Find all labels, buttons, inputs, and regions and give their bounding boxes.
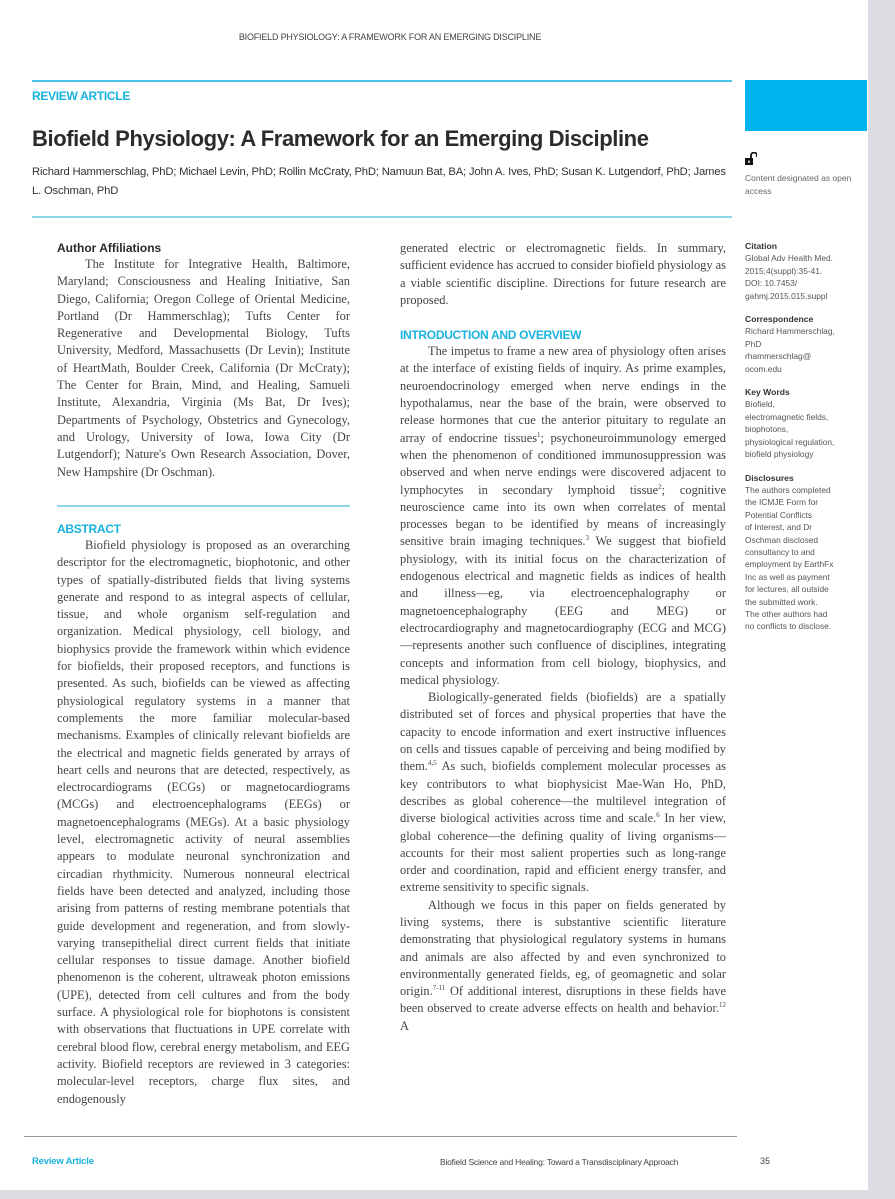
article-title: Biofield Physiology: A Framework for an Emerging Discipline (32, 126, 649, 151)
disclosures-heading: Disclosures (745, 472, 794, 483)
abstract-divider (57, 505, 350, 507)
abstract-text: Biofield physiology is proposed as an overarching descriptor for the electromagnetic, biophotonic, and other types of spatially-distributed fields that living systems generate and respond to as integral aspects of cellular, tissue, and whole organism self-regulation and organization. Medical physiology, cell biology, and biophysics provide the framework within which evidence for biofields, their proposed receptors, and functions is presented. As such, biofields can be viewed as affecting physiological regulatory systems in a manner that complements the more familiar molecular-based mechanisms. Examples of clinically relevant biofields are the electrical and magnetic fields generated by arrays of heart cells and neurons that are detected, respectively, as electrocardiograms (ECGs) or magnetocardiograms (MCGs) and electroencephalograms (EEGs) or magnetoencephalograms (MEGs). At a basic physiology level, electromagnetic activity of neural assemblies appears to modulate neuronal synchronization and circadian rhythmicity. Numerous nonneural electrical fields have been detected and analyzed, including those arising from patterns of resting membrane potentials that guide development and regeneration, and from slowly-varying transepithelial direct current fields that initiate cellular responses to tissue damage. Another biofield phenomenon is the coherent, ultraweak photon emissions (UPE), detected from cell cultures and from the body surface. A physiological role for biophotons is consistent with observations that fluctuations in UPE correlate with cerebral blood flow, cerebral energy metabolism, and EEG activity. Biofield receptors are reviewed in 3 categories: molecular-level receptors, charge flux sites, and endogenously (57, 538, 350, 1106)
abstract-section (57, 521, 350, 1108)
footer-issue-title: Biofield Science and Healing: Toward a Transdisciplinary Approach (440, 1157, 679, 1167)
disclosure-line: of Interest, and Dr (745, 522, 813, 533)
disclosure-line: consultancy to and (745, 546, 815, 557)
doi-line[interactable]: DOI: 10.7453/ (745, 278, 798, 289)
correspondence-name: PhD (745, 338, 762, 349)
affiliations-heading: Author Affiliations (57, 241, 162, 255)
keyword: electromagnetic fields, (745, 411, 829, 422)
running-head: BIOFIELD PHYSIOLOGY: A FRAMEWORK FOR AN EMERGING DISCIPLINE (238, 32, 542, 42)
citation-heading: Citation (745, 241, 777, 251)
footer-section-label: Review Article (32, 1156, 94, 1167)
intro-paragraph-1: The impetus to frame a new area of physiology often arises at the interface of existing fields of inquiry. As prime examples, neuroendocrinology emerged when nerve endings in the hypothalamus, near the base of the brain, were observed to release hormones that cue the anterior pituitary to regulate an array of endocrine tissues$^1$; psychoneuroimmunology emerged when the phenomenon of conditioned immunosuppression was observed and when nerve endings were discovered adjacent to lymphocytes in secondary lymphoid tissue$^2$; cognitive neuroscience came into its own when correlates of mental processes began to be identified by means of increasingly sensitive brain imaging techniques.$^3$ We suggest that biofield physiology, with its initial focus on the characterization of endogenous electrical and magnetic fields as indices of health and illness—eg, via electroencephalography or magnetoencephalography (EEG and MEG) or electrocardiography and magnetocardiography (ECG and MCG)—represents another such confluence of disciplines, integrating concepts and information from cell biology, biophysics, and medical physiology. (400, 344, 726, 687)
abstract-continuation: generated electric or electromagnetic fields. In summary, sufficient evidence has accrued to consider biofield physiology as a viable scientific discipline. Directions for future research are proposed. (400, 241, 726, 307)
citation-line: Global Adv Health Med. (745, 253, 833, 264)
correspondence-block (745, 313, 855, 375)
top-rule (32, 80, 732, 82)
intro-paragraph-3: Although we focus in this paper on fields generated by living systems, there is substantive scientific literature demonstrating that physiological regulatory systems in humans and animals are also affected by and even synchronized to environmentally generated fields, eg, of geomagnetic and solar origin.$^{7-11}$ Of additional interest, disruptions in these fields have been observed to create adverse effects on health and behavior.$^{12}$ A (400, 897, 726, 1033)
article-type-label: REVIEW ARTICLE (32, 89, 131, 103)
doi-line[interactable]: gahmj.2015.015.suppl (745, 290, 828, 301)
accent-block (745, 80, 867, 131)
main-column (400, 240, 726, 1035)
disclosure-line: for lectures, all outside (745, 584, 829, 595)
disclosure-line: no conflicts to disclose. (745, 621, 832, 632)
author-list: Richard Hammerschlag, PhD; Michael Levin, PhD; Rollin McCraty, PhD; Namuun Bat, BA; John A. Ives, PhD; Susan K. Lutgendorf, PhD; James L. Oschman, PhD (32, 166, 726, 197)
disclosure-line: the ICMJE Form for (745, 497, 819, 508)
open-lock-icon (745, 152, 757, 166)
disclosure-line: The authors completed (745, 484, 831, 495)
disclosure-line: employment by EarthFx (745, 559, 834, 570)
disclosure-line: the submitted work. (745, 596, 818, 607)
correspondence-name: Richard Hammerschlag, (745, 326, 835, 337)
intro-paragraph-2: Biologically-generated fields (biofields) are a spatially distributed set of forces and physical properties that have the capacity to encode information and exert instructive influences on cells and tissues capable of perceiving and being modified by them.$^{4,5}$ As such, biofields complement molecular processes as key contributors to what biophysicist Mae-Wan Ho, PhD, describes as global coherence—the multilevel integration of diverse biological activities across time and scale.$^6$ In her view, global coherence—the defining quality of living organisms—accounts for their most salient properties such as long-range order and coordination, rapid and efficient energy transfer, and extreme sensitivity to specific signals. (400, 690, 726, 895)
keywords-heading: Key Words (745, 387, 790, 398)
open-access-note: Content designated as open access (745, 173, 852, 196)
disclosure-line: Inc as well as payment (745, 571, 830, 582)
correspondence-email[interactable]: rhammerschlag@ (745, 351, 812, 362)
introduction-heading: INTRODUCTION AND OVERVIEW (400, 328, 582, 343)
disclosure-line: Potential Conflicts (745, 509, 813, 520)
disclosure-line: Oschman disclosed (745, 534, 819, 545)
citation-block (745, 240, 855, 302)
keyword: Biofield, (745, 399, 775, 410)
disclosures-block (745, 472, 855, 633)
keyword: biophotons, (745, 424, 789, 435)
disclosure-line: The other authors had (745, 608, 828, 619)
footer-divider (24, 1136, 737, 1137)
article-sidebar (745, 240, 855, 644)
keyword: physiological regulation, (745, 436, 835, 447)
affiliations-section (57, 240, 350, 481)
correspondence-email[interactable]: ocom.edu (745, 363, 782, 374)
citation-line: 2015;4(suppl):35-41. (745, 265, 823, 276)
affiliations-text: The Institute for Integrative Health, Baltimore, Maryland; Consciousness and Healing Initiative, San Diego, California; Oregon College of Oriental Medicine, Portland (Dr Hammerschlag); Tufts Center for Regenerative and Developmental Biology, Tufts University, Medford, Massachusetts (Dr Levin); Institute of HeartMath, Boulder Creek, California (Dr McCraty); The Center for Brain, Mind, and Healing, Samueli Institute, Alexandria, Virginia (Ms Bat, Dr Ives); Departments of Psychology, Obstetrics and Gynecology, and Urology, University of Iowa, Iowa City (Dr Lutgendorf); Nature's Own Research Association, Dover, New Hampshire (Dr Oschman). (57, 257, 350, 479)
page-number: 35 (760, 1156, 771, 1166)
header-divider (32, 216, 732, 218)
correspondence-heading: Correspondence (745, 314, 814, 325)
abstract-heading: ABSTRACT (57, 522, 121, 536)
keyword: biofield physiology (745, 449, 814, 460)
keywords-block (745, 386, 855, 460)
